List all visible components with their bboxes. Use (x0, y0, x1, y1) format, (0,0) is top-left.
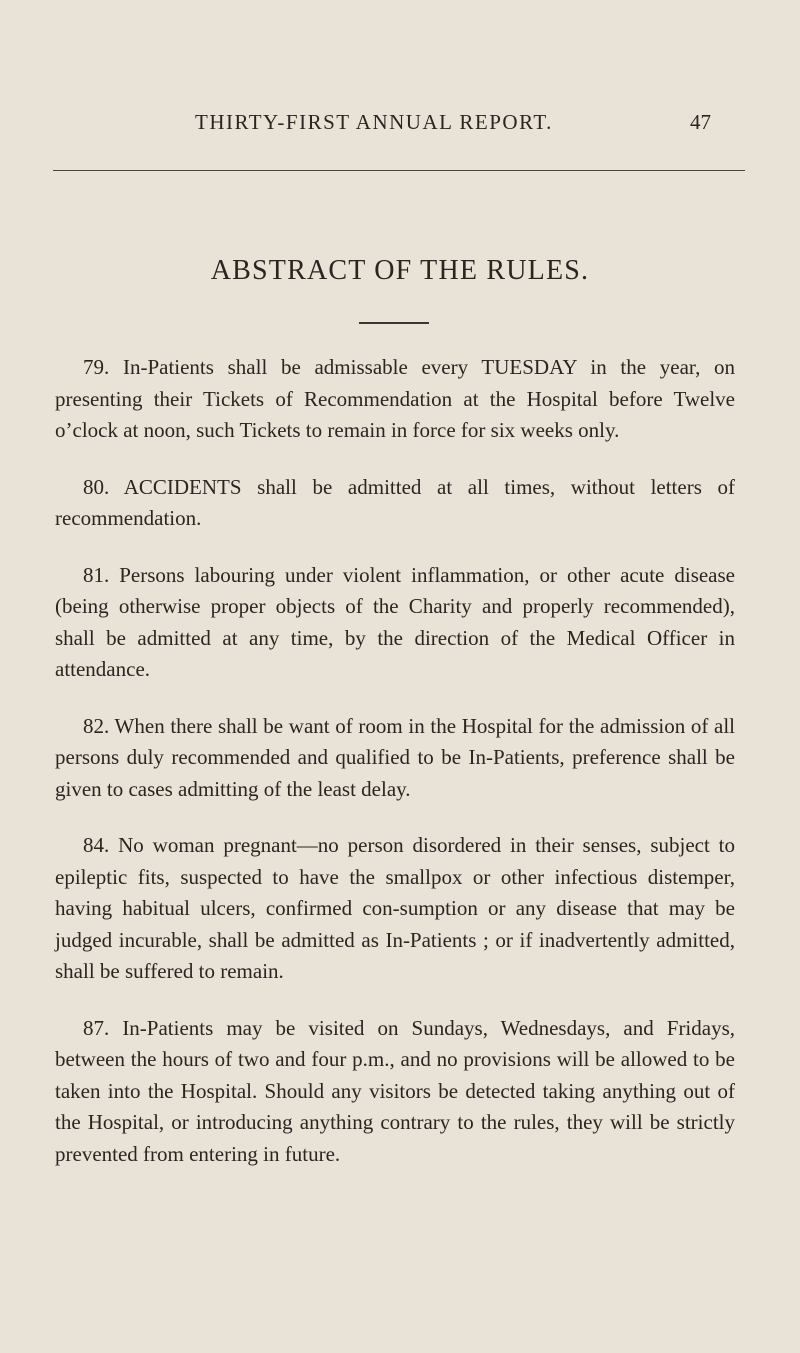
rule-number: 80. (83, 474, 110, 499)
rule-text: In-Patients shall be admissable every TUESDAY in the year, on presenting their Tickets of Recommendation at the Hospital before Twelve o’clock at noon, such Tickets to remain in force for six weeks only. (55, 355, 736, 442)
section-title: ABSTRACT OF THE RULES. (210, 255, 590, 286)
header-divider (53, 170, 745, 171)
rule-item (55, 1013, 735, 1171)
rule-number: 79. (83, 355, 110, 379)
rule-text: In-Patients may be visited on Sundays, Wednesdays, and Fridays, between the hours of two and four p.m., and no provisions will be allowed to be taken into the Hospital. Should any visitors be detected taking anything out of the Hospital, or introducing anything contrary to the rules, they will be strictly prevented from entering in future. (55, 1015, 736, 1166)
rule-number: 87. (83, 1015, 110, 1040)
rule-item (55, 560, 735, 686)
rule-item (55, 711, 735, 806)
rule-text: Persons labouring under violent inflammation, or other acute disease (being otherwise proper objects of the Charity and properly recommended), shall be admitted at any time, by the direction of the Medical Officer in attendance. (55, 562, 735, 681)
running-title: THIRTY-FIRST ANNUAL REPORT. (195, 110, 553, 134)
rule-number: 82. (83, 713, 110, 738)
rules-list (55, 352, 735, 1195)
title-divider (359, 322, 429, 324)
page-number: 47 (690, 110, 711, 134)
rule-number: 84. (83, 833, 110, 857)
rule-item (55, 352, 735, 447)
running-head (0, 110, 800, 140)
rule-item (55, 830, 735, 988)
rule-item (55, 472, 735, 535)
rule-text: When there shall be want of room in the Hospital for the admission of all persons duly recommended and qualified to be In-Patients, preference shall be given to cases admitting of the least delay. (55, 713, 736, 801)
rule-text: No woman pregnant—no person disordered in their senses, subject to epileptic fits, suspected to have the smallpox or other infectious distemper, having habitual ulcers, confirmed con-sumption or any disease that may be judged incurable, shall be admitted as In-Patients ; or if inadvertently admitted, shall be suffered to remain. (55, 833, 736, 983)
rule-text: ACCIDENTS shall be admitted at all times, without letters of recommendation. (55, 474, 735, 530)
rule-number: 81. (83, 562, 110, 587)
